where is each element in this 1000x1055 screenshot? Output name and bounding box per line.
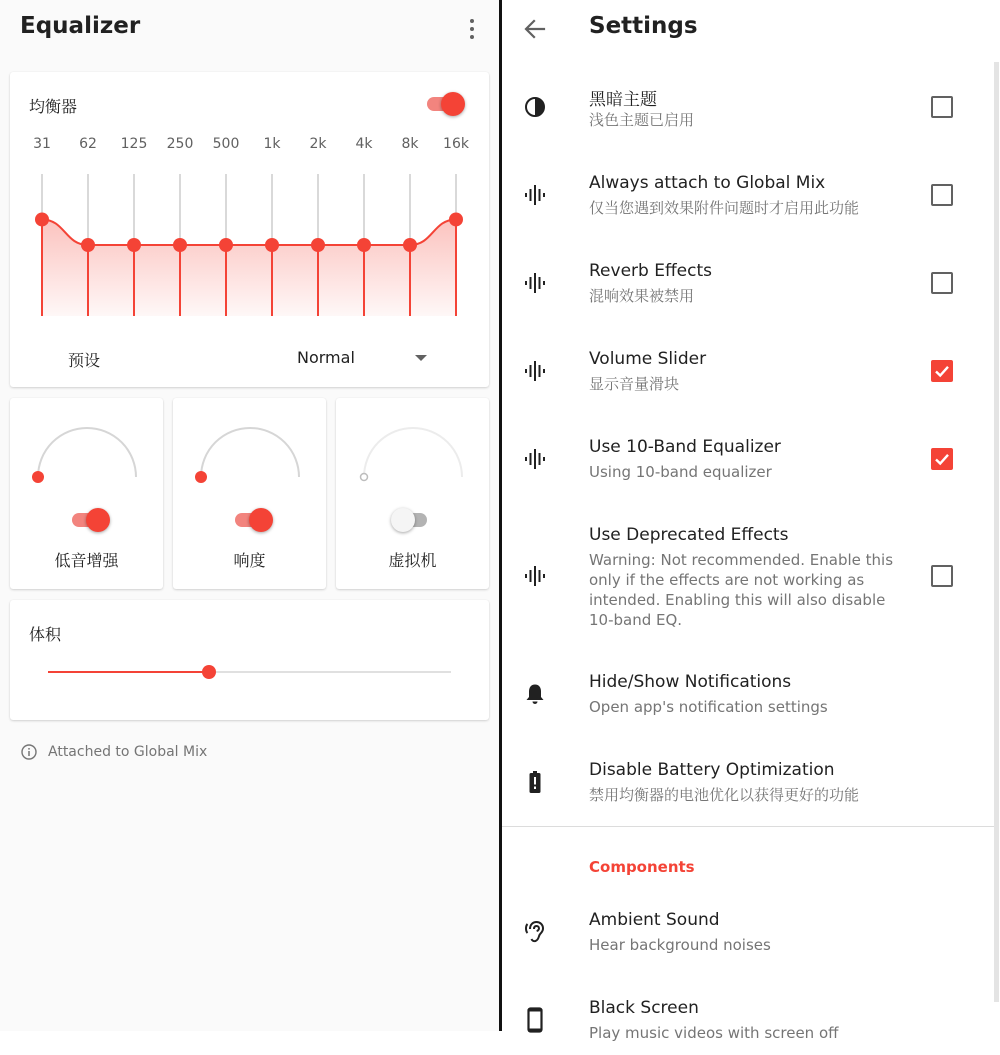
setting-subtitle: 混响效果被禁用 (589, 287, 695, 305)
eq-curve (42, 219, 456, 245)
knob-handle (361, 474, 368, 481)
setting-deprecated-effects[interactable] (502, 522, 992, 634)
loudness-card (173, 398, 326, 589)
knob-handle (32, 471, 44, 483)
attachment-status-text: Attached to Global Mix (48, 744, 208, 760)
battery-alert-icon (522, 769, 548, 795)
graphic-eq-icon (522, 358, 548, 384)
band-freq-label: 31 (33, 136, 51, 152)
back-arrow-icon[interactable] (522, 16, 548, 42)
toggle-thumb (391, 508, 415, 532)
setting-reverb[interactable] (502, 258, 992, 318)
band-freq-label: 16k (443, 136, 469, 152)
toggle-thumb (86, 508, 110, 532)
graphic-eq-icon (522, 446, 548, 472)
loudness-toggle[interactable] (233, 506, 273, 532)
bass-boost-label: 低音增强 (54, 551, 119, 570)
band-freq-label: 500 (212, 136, 240, 152)
band-freq-label: 4k (355, 136, 373, 152)
eq-band-handle[interactable] (81, 238, 95, 252)
section-divider (502, 826, 994, 827)
equalizer-card-title: 均衡器 (29, 97, 78, 116)
settings-pane (502, 0, 1000, 1042)
loudness-label: 响度 (233, 551, 266, 570)
setting-10-band-eq[interactable] (502, 434, 992, 494)
settings-title: Settings (589, 13, 698, 39)
setting-subtitle: Using 10-band equalizer (589, 463, 772, 481)
bass-boost-toggle[interactable] (70, 506, 110, 532)
preset-label: 预设 (68, 351, 101, 370)
10-band-eq-checkbox[interactable] (931, 448, 953, 470)
eq-band-handle[interactable] (357, 238, 371, 252)
eq-band-handle[interactable] (35, 212, 49, 226)
check-icon (933, 362, 951, 380)
virtualizer-knob[interactable] (336, 398, 489, 518)
more-vert-icon[interactable] (462, 16, 482, 42)
setting-title: Hide/Show Notifications (589, 672, 792, 692)
equalizer-graph (10, 72, 489, 387)
hearing-icon (522, 919, 548, 945)
equalizer-pane (0, 0, 499, 1031)
setting-subtitle: 仅当您遇到效果附件问题时才启用此功能 (589, 199, 860, 217)
volume-card (10, 600, 489, 720)
virtualizer-card (336, 398, 489, 589)
band-freq-label: 2k (309, 136, 327, 152)
setting-global-mix[interactable] (502, 170, 992, 230)
deprecated-effects-checkbox[interactable] (931, 565, 953, 587)
band-freq-label: 1k (263, 136, 281, 152)
eq-band-handle[interactable] (127, 238, 141, 252)
band-freq-label: 125 (120, 136, 148, 152)
info-icon (21, 744, 37, 760)
setting-title: Volume Slider (589, 349, 707, 369)
virtualizer-toggle[interactable] (391, 506, 431, 532)
graphic-eq-icon (522, 270, 548, 296)
setting-dark-theme[interactable] (502, 82, 992, 142)
component-ambient-sound[interactable] (502, 907, 992, 967)
setting-title: 黑暗主题 (589, 90, 657, 110)
eq-band-handle[interactable] (403, 238, 417, 252)
setting-title: Reverb Effects (589, 261, 712, 281)
preset-value: Normal (297, 348, 355, 367)
knob-arc (201, 428, 299, 477)
setting-title: Use Deprecated Effects (589, 525, 789, 545)
setting-subtitle: Play music videos with screen off (589, 1024, 839, 1042)
setting-subtitle: Warning: Not recommended. Enable this only if the effects are not working as intended. Enabling this will also disable 10-band EQ. (589, 551, 894, 629)
setting-title: Black Screen (589, 998, 699, 1018)
virtualizer-label: 虚拟机 (388, 551, 437, 570)
reverb-checkbox[interactable] (931, 272, 953, 294)
check-icon (933, 450, 951, 468)
toggle-thumb (249, 508, 273, 532)
volume-slider-thumb[interactable] (202, 665, 216, 679)
equalizer-card (10, 72, 489, 387)
setting-subtitle: 显示音量滑块 (589, 375, 680, 393)
eq-band-handle[interactable] (173, 238, 187, 252)
volume-title: 体积 (29, 625, 62, 644)
volume-slider-checkbox[interactable] (931, 360, 953, 382)
setting-subtitle: Open app's notification settings (589, 698, 828, 716)
contrast-icon (522, 94, 548, 120)
setting-subtitle: Hear background noises (589, 936, 771, 954)
eq-band-handle[interactable] (311, 238, 325, 252)
eq-band-handle[interactable] (449, 212, 463, 226)
eq-band-handle[interactable] (219, 238, 233, 252)
band-freq-label: 8k (401, 136, 419, 152)
dark-theme-checkbox[interactable] (931, 96, 953, 118)
attachment-status (21, 742, 207, 762)
loudness-knob[interactable] (173, 398, 326, 518)
setting-title: Use 10-Band Equalizer (589, 437, 781, 457)
setting-title: Ambient Sound (589, 910, 720, 930)
eq-band-handle[interactable] (265, 238, 279, 252)
setting-volume-slider[interactable] (502, 346, 992, 406)
setting-subtitle: 浅色主题已启用 (589, 111, 695, 129)
graphic-eq-icon (522, 182, 548, 208)
knob-handle (195, 471, 207, 483)
volume-slider[interactable] (48, 671, 451, 673)
scrollbar[interactable] (994, 62, 999, 1002)
eq-curve-area (42, 219, 456, 316)
page-title: Equalizer (20, 13, 141, 39)
band-freq-label: 250 (166, 136, 194, 152)
section-header-components: Components (589, 858, 695, 876)
global-mix-checkbox[interactable] (931, 184, 953, 206)
setting-title: Always attach to Global Mix (589, 173, 826, 193)
bass-boost-card (10, 398, 163, 589)
knob-arc (364, 428, 462, 477)
setting-title: Disable Battery Optimization (589, 760, 835, 780)
setting-subtitle: 禁用均衡器的电池优化以获得更好的功能 (589, 786, 860, 804)
band-freq-label: 62 (79, 136, 97, 152)
dropdown-arrow-icon (415, 355, 427, 361)
graphic-eq-icon (522, 563, 548, 589)
bell-icon (522, 681, 548, 707)
phone-icon (522, 1007, 548, 1033)
setting-battery-optimization[interactable] (502, 757, 992, 817)
preset-dropdown[interactable] (297, 342, 447, 372)
knob-arc (38, 428, 136, 477)
volume-slider-fill (48, 671, 209, 673)
component-black-screen[interactable] (502, 995, 992, 1055)
setting-notifications[interactable] (502, 669, 992, 729)
bass-boost-knob[interactable] (10, 398, 163, 518)
